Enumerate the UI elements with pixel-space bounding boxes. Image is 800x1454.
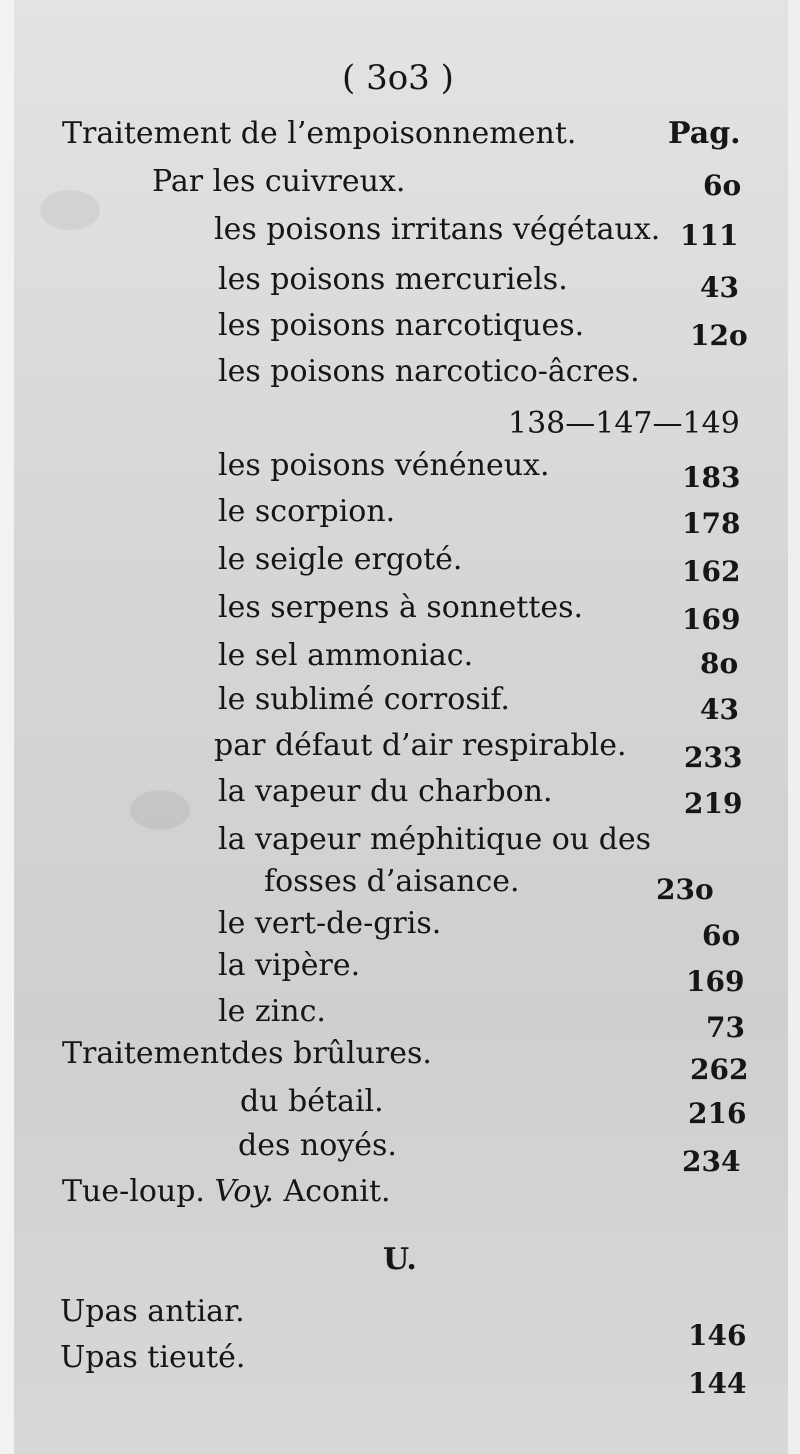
section-letter: U. <box>383 1242 417 1277</box>
entry-label: le scorpion. <box>218 494 396 529</box>
entry-label: les poisons narcotiques. <box>218 308 585 343</box>
entry-label: la vipère. <box>218 948 361 983</box>
entry-page-range: 138—147—149 <box>508 406 740 441</box>
entry-page: 234 <box>682 1145 741 1178</box>
entry-label: les poisons mercuriels. <box>218 262 568 297</box>
page-left-edge <box>0 0 14 1454</box>
entry-label: les poisons narcotico-âcres. <box>218 354 640 389</box>
entry-page: 146 <box>688 1319 747 1352</box>
tue-loup-head: Tue-loup. <box>62 1174 205 1209</box>
entry-page: 43 <box>700 271 739 304</box>
tue-loup-entry <box>62 1174 391 1210</box>
ink-bleed-spot <box>40 190 100 230</box>
entry-label: le zinc. <box>218 994 326 1029</box>
entry-label: Upas antiar. <box>60 1294 245 1329</box>
entry-page: 23o <box>656 873 714 906</box>
entry-label: le seigle ergoté. <box>218 542 463 577</box>
page-label: Pag. <box>668 116 741 151</box>
entry-label: la vapeur du charbon. <box>218 774 553 809</box>
entry-page: 233 <box>684 741 743 774</box>
page-number: ( 3o3 ) <box>342 58 454 98</box>
entry-page: 8o <box>700 647 739 680</box>
cross-reference: Aconit. <box>283 1174 391 1209</box>
entry-page: 6o <box>703 169 742 202</box>
entry-label: du bétail. <box>240 1084 384 1119</box>
entry-page: 169 <box>682 603 741 636</box>
page-right-edge <box>788 0 800 1454</box>
entry-page: 6o <box>702 919 741 952</box>
ink-bleed-spot <box>130 790 190 830</box>
entry-page: 144 <box>688 1367 747 1400</box>
entry-label: les serpens à sonnettes. <box>218 590 584 625</box>
entry-label: le sel ammoniac. <box>218 638 474 673</box>
entry-label: Upas tieuté. <box>60 1340 246 1375</box>
entry-page: 162 <box>682 555 741 588</box>
entry-page: 43 <box>700 693 739 726</box>
entry-label: la vapeur méphitique ou des <box>218 822 652 857</box>
entry-page: 216 <box>688 1097 747 1130</box>
burns-heading: Traitementdes brûlures. <box>62 1036 432 1071</box>
entry-page: 262 <box>690 1053 749 1086</box>
entry-label: le sublimé corrosif. <box>218 682 510 717</box>
entry-label: Par les cuivreux. <box>152 164 406 199</box>
entry-label: les poisons vénéneux. <box>218 448 550 483</box>
entry-label: les poisons irritans végétaux. <box>214 212 661 247</box>
entry-page: 169 <box>686 965 745 998</box>
entry-label: fosses d’aisance. <box>264 864 520 899</box>
main-heading: Traitement de l’empoisonnement. <box>62 116 577 151</box>
entry-page: 73 <box>706 1011 745 1044</box>
entry-page: 183 <box>682 461 741 494</box>
entry-page: 178 <box>682 507 741 540</box>
entry-page: 12o <box>690 319 748 352</box>
entry-page: 111 <box>680 219 739 252</box>
entry-label: par défaut d’air respirable. <box>214 728 627 763</box>
entry-label: le vert-de-gris. <box>218 906 442 941</box>
entry-page: 219 <box>684 787 743 820</box>
see-reference: Voy. <box>214 1174 274 1209</box>
entry-label: des noyés. <box>238 1128 397 1163</box>
